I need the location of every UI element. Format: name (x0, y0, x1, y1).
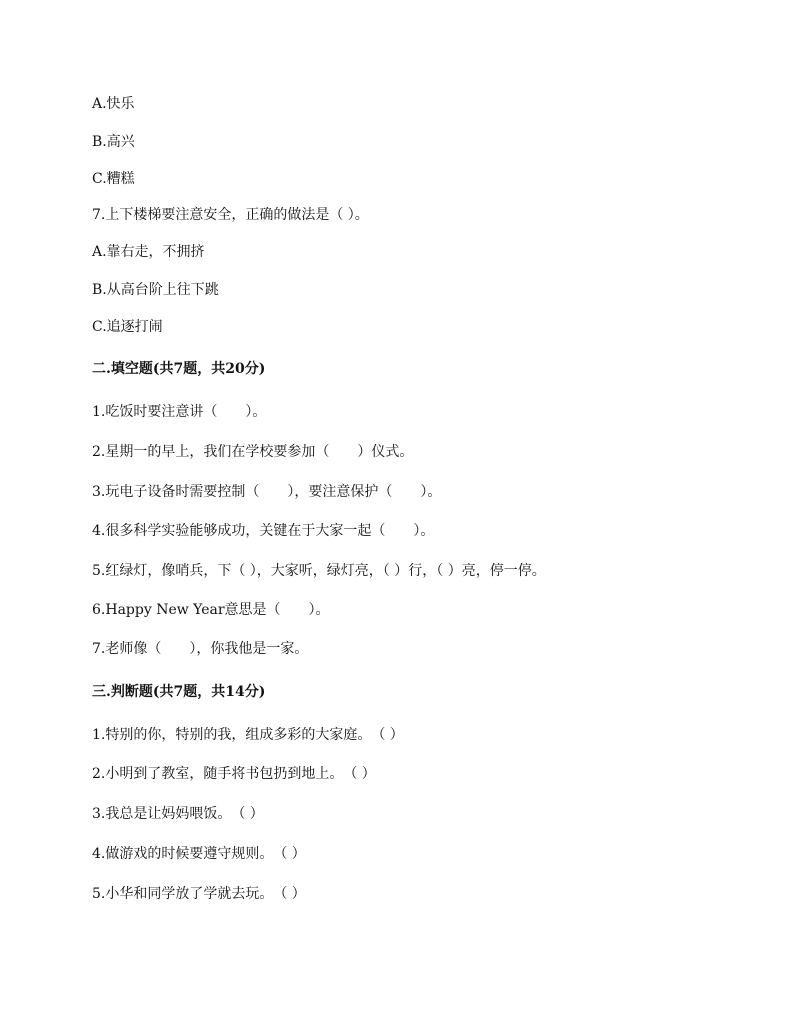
judge-item-4: 4.做游戏的时候要遵守规则。 （ ） (92, 846, 306, 862)
fill-item-6: 6.Happy New Year意思是（ ）。 (92, 602, 330, 618)
question-7-option-b: B.从高台阶上往下跳 (92, 282, 219, 298)
question-7-stem: 7.上下楼梯要注意安全，正确的做法是（ ）。 (92, 207, 369, 223)
judge-section-heading: 三.判断题(共7题，共14分) (92, 684, 266, 700)
fill-section-heading: 二.填空题(共7题，共20分) (92, 361, 266, 377)
judge-item-1: 1.特别的你，特别的我，组成多彩的大家庭。 （ ） (92, 727, 404, 743)
judge-item-3: 3.我总是让妈妈喂饭。 （ ） (92, 806, 264, 822)
question-7-option-c: C.追逐打闹 (92, 319, 163, 335)
option-a: A.快乐 (92, 96, 135, 112)
question-7-option-a: A.靠右走，不拥挤 (92, 244, 205, 260)
fill-item-3: 3.玩电子设备时需要控制（ ），要注意保护（ ）。 (92, 484, 442, 500)
fill-item-2: 2.星期一的早上，我们在学校要参加（ ）仪式。 (92, 444, 414, 460)
option-c: C.糟糕 (92, 171, 135, 187)
option-b: B.高兴 (92, 134, 135, 150)
judge-item-2: 2.小明到了教室，随手将书包扔到地上。 （ ） (92, 766, 376, 782)
fill-item-7: 7.老师像（ ），你我他是一家。 (92, 641, 309, 657)
fill-item-5: 5.红绿灯，像哨兵，下（ ），大家听，绿灯亮，（ ）行，（ ）亮，停一停。 (92, 563, 546, 579)
fill-item-4: 4.很多科学实验能够成功，关键在于大家一起（ ）。 (92, 523, 435, 539)
judge-item-5: 5.小华和同学放了学就去玩。 （ ） (92, 886, 306, 902)
fill-item-1: 1.吃饭时要注意讲（ ）。 (92, 404, 267, 420)
